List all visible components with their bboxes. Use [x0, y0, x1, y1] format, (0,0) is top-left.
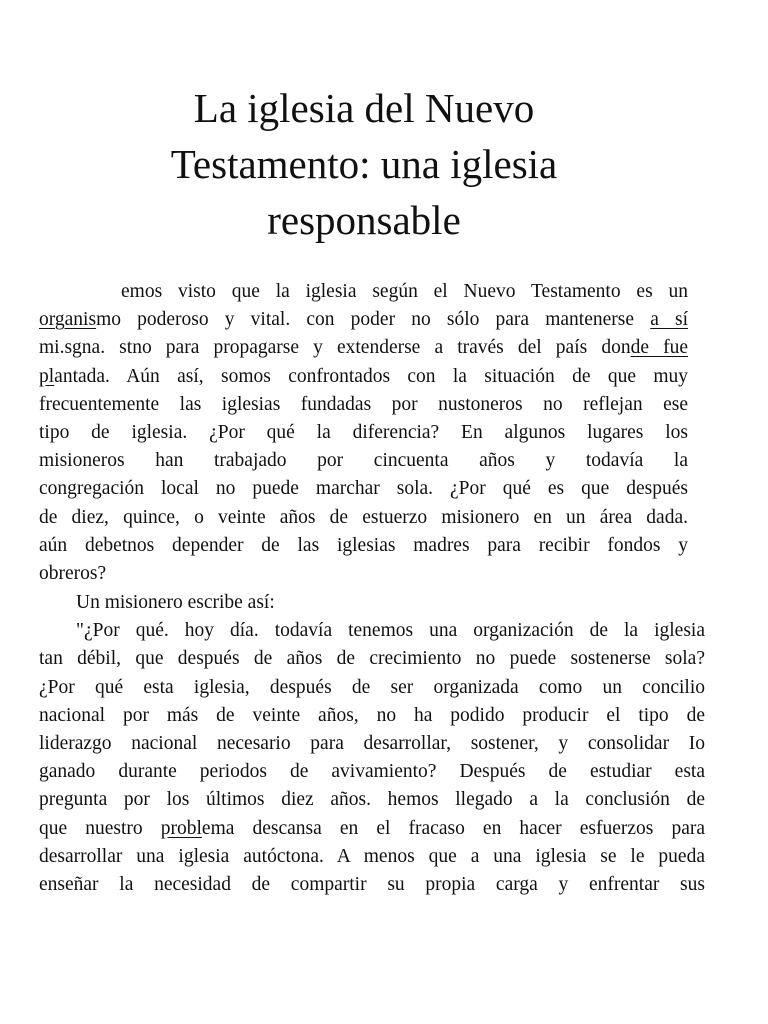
text-line: misioneros han trabajado por cincuenta años y todavía la: [39, 450, 688, 472]
text-line: tan débil, que después de años de crecimiento no puede sostenerse sola?: [39, 648, 705, 670]
underlined-text: probl: [160, 817, 202, 839]
text-line: frecuentemente las iglesias fundadas por nustoneros no reflejan ese: [39, 393, 688, 415]
title-line-2: Testamento: una iglesia: [170, 141, 558, 187]
text-line: [39, 363, 688, 391]
text-line: de diez, quince, o veinte años de estuerzo misionero en un área dada.: [39, 506, 688, 528]
text-run: mo poderoso y vital. con poder no sólo para mantenerse: [96, 309, 651, 331]
underlined-text: a sí: [650, 309, 688, 331]
text-line: desarrollar una iglesia autóctona. A menos que a una iglesia se le pueda: [39, 845, 705, 867]
text-line: liderazgo nacional necesario para desarrollar, sostener, y consolidar Io: [39, 732, 705, 754]
text-line: obreros?: [39, 562, 107, 584]
page-title: [100, 80, 628, 248]
text-line: ¿Por qué esta iglesia, después de ser organizada como un concilio: [39, 676, 705, 698]
text-line: [39, 306, 688, 334]
title-line-3: responsable: [267, 197, 461, 243]
text-run: mi.sgna. stno para propagarse y extenderse a través del país don: [39, 337, 631, 359]
underlined-text: organis: [39, 309, 97, 331]
text-line: [39, 334, 688, 362]
text-line: "¿Por qué. hoy día. todavía tenemos una organización de la iglesia: [76, 620, 705, 642]
underlined-text: de fue: [630, 337, 688, 359]
underlined-text: pl: [39, 365, 55, 387]
text-line: tipo de iglesia. ¿Por qué la diferencia? En algunos lugares los: [39, 421, 688, 443]
text-run: que nuestro: [39, 817, 161, 839]
paragraph-2: [39, 589, 705, 899]
text-line: emos visto que la iglesia según el Nuevo Testamento es un: [121, 281, 688, 302]
text-run: ema descansa en el fracaso en hacer esfuerzos para: [201, 817, 705, 839]
text-run: antada. Aún así, somos confrontados con la situación de que muy: [54, 365, 688, 387]
paragraph-1: [39, 278, 688, 588]
text-line: congregación local no puede marchar sola. ¿Por qué es que después: [39, 478, 688, 500]
text-line: enseñar la necesidad de compartir su propia carga y enfrentar sus: [39, 873, 705, 895]
text-line: aún debetnos depender de las iglesias madres para recibir fondos y: [39, 534, 688, 556]
text-line: nacional por más de veinte años, no ha podido producir el tipo de: [39, 704, 705, 726]
text-line: [39, 815, 705, 843]
text-line: ganado durante periodos de avivamiento? Después de estudiar esta: [39, 761, 705, 783]
title-line-1: La iglesia del Nuevo: [193, 85, 535, 131]
text-line: pregunta por los últimos diez años. hemos llegado a la conclusión de: [39, 789, 705, 811]
text-line: Un misionero escribe así:: [76, 592, 275, 613]
